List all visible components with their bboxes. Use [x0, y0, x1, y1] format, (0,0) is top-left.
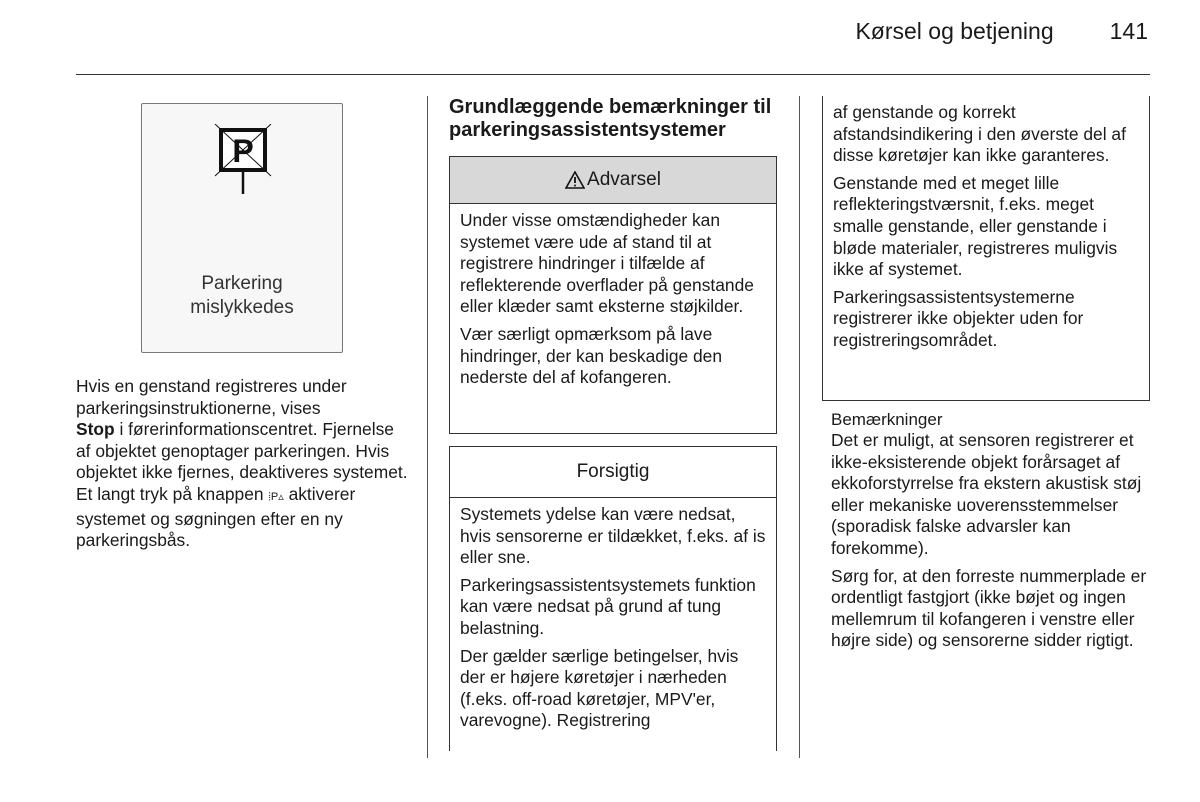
display-illustration: [141, 103, 343, 353]
para-after-stop: i førerinformationscentret. Fjernelse af objektet genoptager parkeringen. Hvis objektet ikke fjernes, deaktiveres systemet. Et langt tryk på knappen: [76, 419, 408, 504]
section-heading: Grundlæggende bemærkninger til parkeringsassistentsystemer: [449, 96, 772, 141]
column-divider-right: [799, 96, 800, 758]
left-column: [76, 376, 408, 558]
caution-box-continued: [822, 96, 1150, 401]
warning-paragraph: Under visse omstændigheder kan systemet være ude af stand til at registrere hindringer i tilfælde af reflekterende overflader på genstande eller klæder samt eksterne støjkilder.: [460, 210, 754, 317]
notes-title: Bemærkninger: [831, 410, 943, 429]
caution-title: Forsigtig: [576, 461, 650, 482]
notes-paragraph: Sørg for, at den forreste nummerplade er ordentligt fastgjort (ikke bøjet og ingen mellemrum til kofangeren i venstre eller højre side) og sensorerne sidder rigtigt.: [831, 565, 1147, 651]
parking-button-symbol: ⦙P▵: [268, 490, 284, 503]
svg-text:P: P: [232, 133, 254, 169]
stop-word: Stop: [76, 419, 115, 440]
para-end: aktiverer systemet og søgningen efter en ny parkeringsbås.: [76, 483, 356, 551]
warning-box: [449, 156, 777, 434]
column-divider-left: [427, 96, 428, 758]
header-rule: [76, 74, 1150, 75]
section-title: Kørsel og betjening: [855, 18, 1054, 44]
parking-crossed-icon: [213, 124, 273, 200]
notes-paragraph: Det er muligt, at sensoren registrerer et ikke-eksisterende objekt forårsaget af ekkoforstyrrelse fra ekstern akustisk støj eller mekaniske uoverensstemmelser (sporadisk falske advarsler kan forekomme).: [831, 430, 1142, 558]
caution-paragraph: Der gælder særlige betingelser, hvis der er højere køretøjer i nærheden (f.eks. off-road køretøjer, MPV'er, varevogne). Registrering: [460, 645, 739, 731]
notes-section: [831, 410, 1153, 658]
warning-header: [450, 157, 776, 204]
caution-body: [450, 498, 776, 744]
page-number: 141: [1109, 18, 1148, 44]
caution-paragraph: Systemets ydelse kan være nedsat, hvis sensorerne er tildækket, f.eks. af is eller sne.: [460, 504, 766, 568]
warning-body: [450, 204, 776, 401]
caption-line-1: Parkering: [201, 273, 283, 294]
caption-line-2: mislykkedes: [190, 296, 294, 318]
caution-box: [449, 446, 777, 751]
caution-continued-body: [823, 96, 1149, 364]
warning-triangle-icon: [565, 171, 585, 189]
stop-paragraph: [76, 376, 408, 552]
para-before-stop: Hvis en genstand registreres under parkeringsinstruktionerne, vises: [76, 376, 347, 418]
caution-continued-paragraph: af genstande og korrekt afstandsindikering i den øverste del af disse køretøjer kan ikke garanteres.: [833, 102, 1126, 166]
warning-title: Advarsel: [587, 169, 661, 190]
display-caption: [142, 272, 342, 319]
caution-continued-paragraph: Parkeringsassistentsystemerne registrerer ikke objekter uden for registreringsområdet.: [833, 286, 1084, 350]
caution-continued-paragraph: Genstande med et meget lille reflekteringstværsnit, f.eks. meget smalle genstande, eller genstande i bløde materialer, registreres muligvis ikke af systemet.: [833, 172, 1118, 280]
caution-header: [450, 447, 776, 498]
caution-paragraph: Parkeringsassistentsystemets funktion kan være nedsat på grund af tung belastning.: [460, 574, 756, 638]
warning-paragraph: Vær særligt opmærksom på lave hindringer, der kan beskadige den nederste del af kofangeren.: [460, 323, 723, 388]
page-header: [855, 18, 1148, 45]
